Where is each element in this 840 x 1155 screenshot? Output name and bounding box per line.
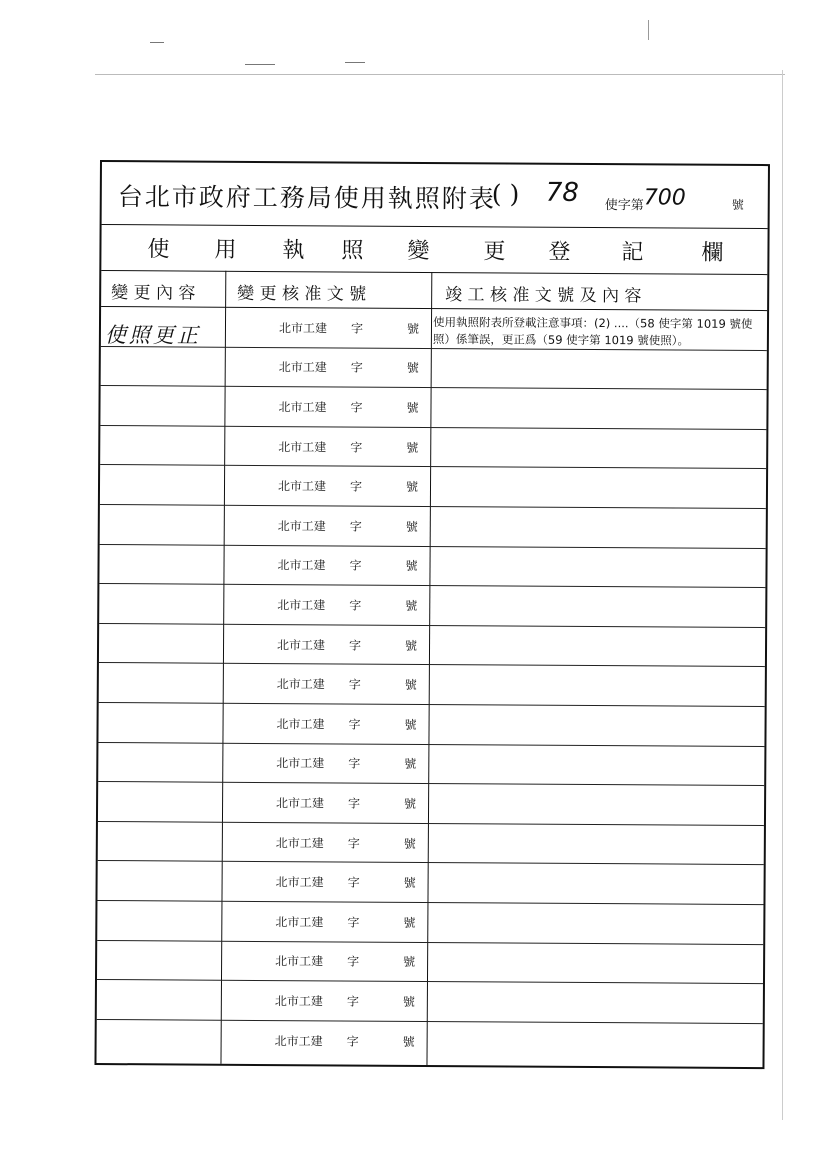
- approval-prefix: 北市工建: [277, 558, 326, 573]
- header-completion: 竣 工 核 准 文 號 及 內 容: [445, 285, 642, 307]
- approval-hao: 號: [406, 440, 419, 455]
- section-char: 執: [282, 238, 305, 264]
- approval-prefix: 北市工建: [276, 796, 325, 811]
- approval-prefix: 北市工建: [275, 954, 324, 969]
- table-row: [97, 860, 763, 904]
- approval-hao: 號: [406, 361, 419, 376]
- approval-hao: 號: [404, 717, 417, 732]
- table-row: [100, 385, 766, 429]
- title-hao: 號: [731, 197, 744, 212]
- approval-prefix: 北市工建: [278, 320, 328, 336]
- approval-hao: 號: [404, 796, 417, 811]
- usage-permit-change-form: [94, 160, 770, 1069]
- table-row: [100, 464, 766, 508]
- approval-zi: 字: [347, 915, 360, 930]
- approval-prefix: 北市工建: [277, 479, 327, 494]
- table-row: [99, 583, 765, 627]
- approval-hao: 號: [404, 678, 417, 693]
- approval-prefix: 北市工建: [276, 677, 325, 692]
- approval-hao: 號: [405, 559, 418, 574]
- approval-hao: 號: [405, 480, 419, 495]
- approval-prefix: 北市工建: [278, 439, 327, 454]
- approval-hao: 號: [403, 836, 416, 851]
- approval-zi: 字: [350, 321, 364, 336]
- table-row: [100, 425, 766, 469]
- table-row: [99, 623, 765, 667]
- section-heading: [101, 224, 767, 275]
- approval-zi: 字: [347, 875, 360, 890]
- section-char: 變: [407, 238, 430, 265]
- approval-prefix: 北市工建: [275, 875, 324, 890]
- approval-prefix: 北市工建: [274, 1033, 323, 1048]
- approval-hao: 號: [405, 519, 418, 534]
- approval-hao: 號: [406, 400, 419, 415]
- section-char: 使: [147, 237, 170, 263]
- approval-zi: 字: [347, 836, 360, 851]
- approval-prefix: 北市工建: [276, 716, 325, 732]
- title-paren: ( ): [491, 179, 520, 209]
- approval-zi: 字: [346, 1034, 359, 1049]
- approval-hao: 號: [403, 876, 416, 891]
- approval-hao: 號: [402, 1034, 415, 1049]
- table-row: [98, 742, 764, 786]
- table-row: [101, 346, 767, 390]
- table-row: [99, 662, 765, 706]
- approval-zi: 字: [349, 558, 362, 573]
- approval-prefix: 北市工建: [277, 598, 326, 613]
- table-row: [98, 702, 764, 746]
- approval-zi: 字: [349, 519, 362, 534]
- approval-hao: 號: [403, 915, 416, 930]
- approval-zi: 字: [350, 440, 363, 455]
- column-header-row: [101, 270, 767, 311]
- section-char: 欄: [701, 240, 724, 266]
- title-permit-number: 700: [643, 185, 686, 211]
- table-row: [97, 940, 763, 984]
- section-char: 記: [621, 240, 644, 266]
- table-row: [98, 781, 764, 825]
- approval-zi: 字: [349, 479, 363, 494]
- approval-zi: 字: [346, 994, 359, 1009]
- approval-hao: 號: [403, 955, 416, 970]
- approval-zi: 字: [348, 756, 361, 771]
- approval-prefix: 北市工建: [276, 637, 326, 652]
- approval-zi: 字: [350, 400, 363, 415]
- completion-note: 使用執照附表所登載注意事項：(2) ....（58 使字第 1019 號使照）係筆誤，更正爲（59 使字第 1019 號使照）。: [432, 315, 753, 348]
- table-row: [97, 979, 763, 1023]
- table-row: [98, 821, 764, 865]
- approval-zi: 字: [348, 677, 361, 692]
- approval-prefix: 北市工建: [274, 994, 323, 1009]
- section-char: 照: [341, 238, 364, 264]
- approval-prefix: 北市工建: [276, 756, 325, 771]
- header-change-content: 變 更 內 容: [111, 283, 196, 304]
- approval-zi: 字: [350, 360, 363, 375]
- approval-prefix: 北市工建: [275, 914, 324, 930]
- approval-prefix: 北市工建: [278, 400, 327, 415]
- approval-prefix: 北市工建: [275, 835, 324, 850]
- table-row: [100, 504, 766, 548]
- approval-zi: 字: [349, 598, 362, 613]
- section-char: 登: [548, 239, 571, 265]
- approval-zi: 字: [348, 796, 361, 811]
- header-approval-no: 變 更 核 准 文 號: [237, 283, 367, 305]
- section-char: 用: [214, 237, 237, 263]
- table-row: [97, 900, 763, 944]
- approval-zi: 字: [348, 717, 361, 732]
- title-permit-prefix: 使字第: [604, 198, 644, 214]
- approval-zi: 字: [348, 638, 362, 653]
- handwritten-change-content: 使照更正: [104, 323, 202, 348]
- table-row: [99, 544, 765, 588]
- approval-hao: 號: [406, 321, 420, 336]
- section-char: 更: [483, 239, 506, 265]
- approval-zi: 字: [347, 954, 360, 969]
- form-title: 台北市政府工務局使用執照附表: [117, 182, 496, 214]
- approval-hao: 號: [402, 994, 415, 1009]
- table-row: [97, 1019, 763, 1063]
- approval-prefix: 北市工建: [278, 360, 327, 375]
- title-year: 78: [545, 177, 579, 208]
- approval-hao: 號: [404, 757, 417, 772]
- form-title-row: [102, 162, 768, 229]
- approval-hao: 號: [404, 638, 418, 653]
- approval-prefix: 北市工建: [277, 518, 326, 534]
- approval-hao: 號: [405, 598, 418, 613]
